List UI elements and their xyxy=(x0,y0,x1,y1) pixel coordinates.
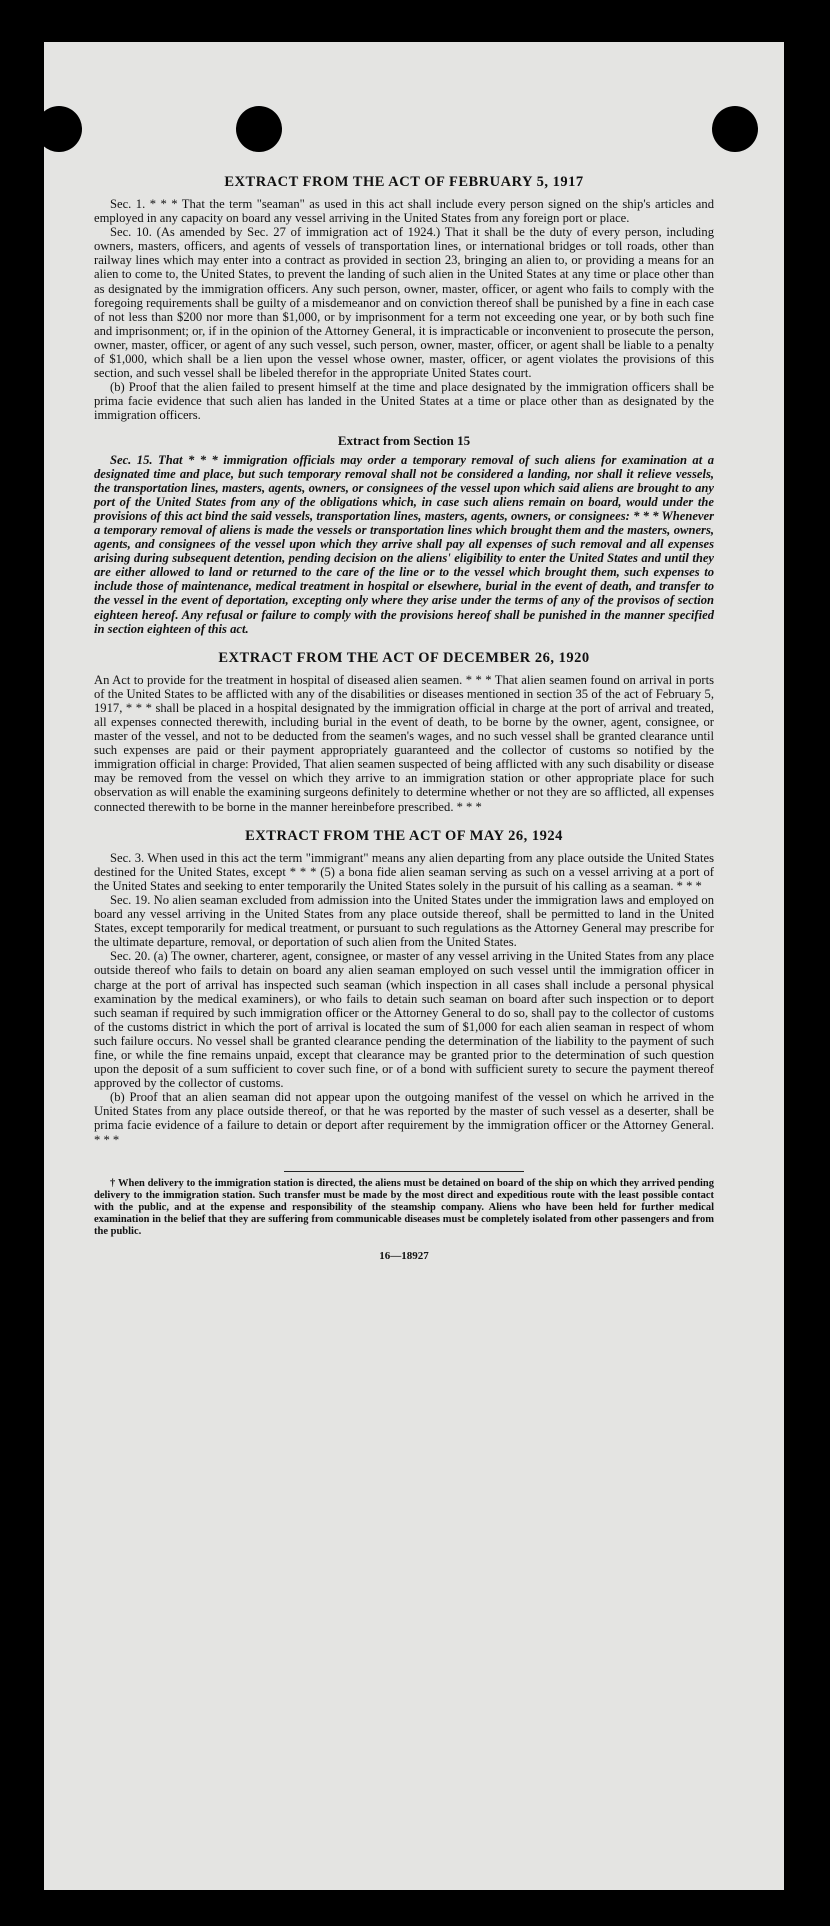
paragraph-act-1920: An Act to provide for the treatment in hospital of diseased alien seamen. * * * That alien seamen found on arrival in ports of the United States to be afflicted with any of the disabilities or diseases mentioned in section 35 of the act of February 5, 1917, * * * shall be placed in a hospital designated by the immigration official in charge at the port of arrival and treated, all expenses connected therewith, including burial in the event of death, to be borne by the owner, agent, consignee, or master of the vessel, and not to be deducted from the seamen's wages, and no such vessel shall be granted clearance until such expenses are paid or their payment appropriately guaranteed and the collector of customs so notified by the immigration official in charge: Provided, That alien seamen suspected of being afflicted with any such disability or disease may be removed from the vessel on which they arrive to an immigration station or other appropriate place for such observation as will enable the examining surgeons definitely to determine whether or not they are so afflicted, all expenses connected therewith to be borne in the manner hereinbefore prescribed. * * * xyxy=(94,672,714,814)
paragraph-sec-20-b: (b) Proof that an alien seaman did not appear upon the outgoing manifest of the vessel on which he arrived in the United States from any place outside thereof, or that he was reported by the master of such vessel as a deserter, shall be prima facie evidence of a failure to detain or deport after requirement by the immigration officer or the Attorney General. * * * xyxy=(94,1090,714,1147)
heading-section-15: Extract from Section 15 xyxy=(337,432,471,448)
punch-hole-center xyxy=(236,106,282,152)
print-code: 16—18927 xyxy=(379,1249,429,1262)
paragraph-sec-15: Sec. 15. That * * * immigration officials may order a temporary removal of such aliens for examination at a designated time and place, but such temporary removal shall not be considered a landing, nor shall it relieve vessels, the transportation lines, masters, agents, owners, or consignees of the vessel upon which said aliens are brought to any port of the United States from any of the obligations which, in case such aliens remain on board, would under the provisions of this act bind the said vessels, transportation lines, masters, agents, owners, or consignees: * * * Whenever a temporary removal of aliens is made the vessels or transportation lines which brought them and the masters, owners, agents, and consignees of the vessel upon which they arrive shall pay all expenses of such removal and all expenses arising during subsequent detention, pending decision on the aliens' eligibility to enter the United States and until they are either allowed to land or returned to the care of the line or to the vessel which brought them, such expenses to include those of maintenance, medical treatment in hospital or elsewhere, burial in the event of death, and transfer to the vessel in the event of deportation, excepting only where they arise under the terms of any of the provisos of section eighteen hereof. Any refusal or failure to comply with the provisions hereof shall be punished in the manner specified in section eighteen of this act. xyxy=(94,452,714,636)
paragraph-sec-10: Sec. 10. (As amended by Sec. 27 of immigration act of 1924.) That it shall be the duty of every person, including owners, masters, officers, and agents of vessels of transportation lines, or international bridges or toll roads, other than railway lines which may enter into a contract as provided in section 23, bringing an alien to, or providing a means for an alien to come to, the United States, to prevent the landing of such alien in the United States at any time or place other than as designated by the immigration officers. Any such person, owner, master, officer, or agent who fails to comply with the foregoing requirements shall be guilty of a misdemeanor and on conviction thereof shall be punished by a fine in each case of not less than $200 nor more than $1,000, or by imprisonment for a term not exceeding one year, or by both such fine and imprisonment; or, if in the opinion of the Attorney General, it is impracticable or inconvenient to prosecute the person, owner, master, officer, or agent of any such vessel, such person, owner, master, officer, or agent shall be liable to a penalty of $1,000, which shall be a lien upon the vessel whose owner, master, officer, or agent violates the provisions of this section, and such vessel shall be libeled therefor in the appropriate United States court. xyxy=(94,225,714,381)
paragraph-sec-20-a: Sec. 20. (a) The owner, charterer, agent, consignee, or master of any vessel arriving in the United States from any place outside thereof who fails to detain on board any alien seaman employed on such vessel until the immigration officer in charge at the port of arrival has inspected such seaman (which inspection in all cases shall include a personal physical examination by the medical examiners), or who fails to detain such seaman on board after such inspection or to deport such seaman if required by such immigration officer or the Attorney General to do so, shall pay to the collector of customs of the customs district in which the port of arrival is located the sum of $1,000 for each alien seaman in respect of whom such failure occurs. No vessel shall be granted clearance pending the determination of the liability to the payment of such fine, or while the fine remains unpaid, except that clearance may be granted prior to the determination of such question upon the deposit of a sum sufficient to cover such fine, or of a bond with sufficient surety to secure the payment thereof approved by the collector of customs. xyxy=(94,949,714,1091)
document-body xyxy=(94,160,714,1262)
paragraph-sec-10-b: (b) Proof that the alien failed to present himself at the time and place designated by the immigration officers shall be prima facie evidence that such alien has landed in the United States at a time or place other than as designated by the immigration officers. xyxy=(94,380,714,423)
footnote xyxy=(94,1178,714,1238)
punch-hole-right xyxy=(712,106,758,152)
heading-feb-1917: EXTRACT FROM THE ACT OF FEBRUARY 5, 1917 xyxy=(224,174,584,190)
punch-hole-left xyxy=(44,106,82,152)
heading-may-1924: EXTRACT FROM THE ACT OF MAY 26, 1924 xyxy=(245,827,563,844)
paragraph-sec-19: Sec. 19. No alien seaman excluded from admission into the United States under the immigration laws and employed on board any vessel arriving in the United States from any place outside thereof, shall be permitted to land in the United States, except temporarily for medical treatment, or pursuant to such regulations as the Attorney General may prescribe for the ultimate departure, removal, or deportation of such alien from the United States. xyxy=(94,892,714,950)
paragraph-sec-3: Sec. 3. When used in this act the term "immigrant" means any alien departing from any place outside the United States destined for the United States, except * * * (5) a bona fide alien seaman serving as such on a vessel arriving at a port of the United States and seeking to enter temporarily the United States solely in the pursuit of his calling as a seaman. * * * xyxy=(94,850,714,893)
heading-dec-1920: EXTRACT FROM THE ACT OF DECEMBER 26, 1920 xyxy=(218,649,590,666)
footnote-text: † When delivery to the immigration station is directed, the aliens must be detained on board of the ship on which they arrived pending delivery to the immigration station. Such transfer must be made by the most direct and expeditious route with the least possible contact with the public, and at the expense and responsibility of the steamship company. Aliens who have been held for further medical examination in the belief that they are suffering from communicable diseases must be completely isolated from other passengers and from the public. xyxy=(94,1177,714,1237)
footnote-divider xyxy=(284,1171,524,1172)
document-page xyxy=(44,42,784,1890)
paragraph-sec-1: Sec. 1. * * * That the term "seaman" as used in this act shall include every person signed on the ship's articles and employed in any capacity on board any vessel arriving in the United States from any foreign port or place. xyxy=(94,197,714,226)
